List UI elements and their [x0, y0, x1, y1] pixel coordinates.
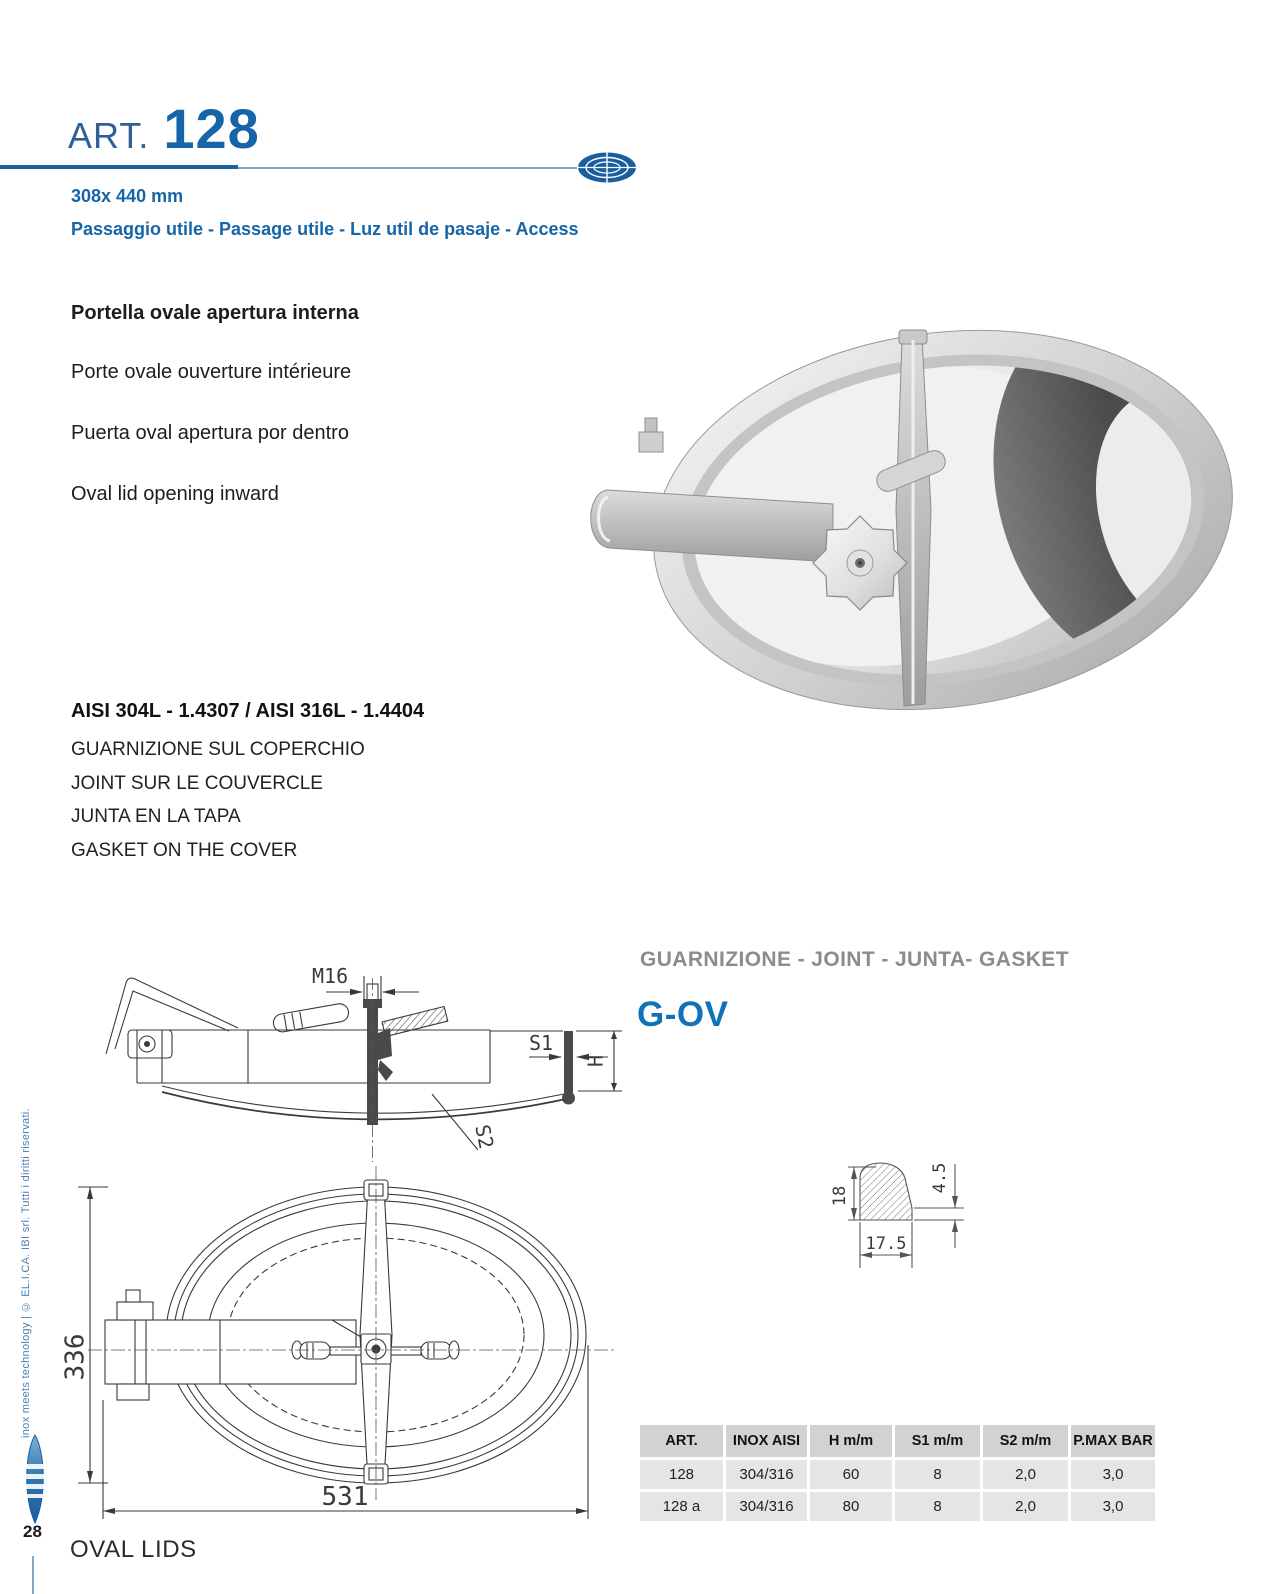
gasket-dim-width: 17.5 — [865, 1234, 907, 1254]
header-rule — [238, 167, 577, 169]
table-cell: 8 — [895, 1492, 980, 1521]
spec-table — [640, 1425, 1155, 1521]
header-rule-accent — [0, 165, 238, 169]
table-cell: 3,0 — [1071, 1460, 1155, 1489]
description-fr: Porte ovale ouverture intérieure — [71, 361, 352, 383]
table-cell: 128 a — [640, 1492, 723, 1521]
label-h: H — [583, 1054, 608, 1068]
table-header-inox: INOX AISI — [726, 1425, 807, 1457]
plan-dim-height: 336 — [60, 1333, 91, 1381]
table-header-s1: S1 m/m — [895, 1425, 980, 1457]
table-cell: 2,0 — [983, 1460, 1068, 1489]
plan-view-drawing — [60, 1160, 640, 1528]
material-note-it: GUARNIZIONE SUL COPERCHIO — [71, 739, 365, 760]
table-cell: 128 — [640, 1460, 723, 1489]
table-cell: 304/316 — [726, 1460, 807, 1489]
table-cell: 2,0 — [983, 1492, 1068, 1521]
plan-dim-width: 531 — [321, 1482, 369, 1512]
material-grades: AISI 304L - 1.4307 / AISI 316L - 1.4404 — [71, 700, 425, 722]
passage-dimensions: 308x 440 mm — [71, 186, 184, 206]
gasket-heading: GUARNIZIONE - JOINT - JUNTA- GASKET — [640, 948, 1069, 971]
table-cell: 80 — [810, 1492, 892, 1521]
description-es: Puerta oval apertura por dentro — [71, 422, 349, 444]
art-number: 128 — [163, 97, 260, 160]
product-photo — [575, 310, 1245, 725]
table-header-s2: S2 m/m — [983, 1425, 1068, 1457]
table-cell: 304/316 — [726, 1492, 807, 1521]
elica-oval-icon — [577, 151, 637, 184]
passage-caption: Passaggio utile - Passage utile - Luz util de pasaje - Access — [71, 219, 579, 239]
material-note-es: JUNTA EN LA TAPA — [71, 806, 241, 827]
elica-logo — [16, 1434, 54, 1524]
material-block — [71, 700, 424, 867]
category-title: OVAL LIDS — [70, 1536, 197, 1563]
gasket-dim-lip: 4.5 — [930, 1162, 950, 1194]
table-header-art: ART. — [640, 1425, 723, 1457]
gasket-code: G-OV — [637, 995, 729, 1034]
gasket-dim-height: 18 — [830, 1185, 850, 1207]
page-title — [68, 96, 260, 161]
description-it: Portella ovale apertura interna — [71, 302, 359, 324]
label-s1: S1 — [529, 1031, 554, 1055]
table-cell: 60 — [810, 1460, 892, 1489]
description-en: Oval lid opening inward — [71, 483, 279, 505]
label-thread: M16 — [312, 964, 349, 988]
material-note-en: GASKET ON THE COVER — [71, 839, 298, 861]
table-cell: 3,0 — [1071, 1492, 1155, 1521]
table-cell: 8 — [895, 1460, 980, 1489]
material-note-fr: JOINT SUR LE COUVERCLE — [71, 772, 323, 794]
art-label: ART. — [68, 115, 150, 156]
side-view-drawing — [80, 930, 640, 1180]
page-number: 28 — [23, 1522, 42, 1541]
label-s2: S2 — [470, 1122, 499, 1151]
footer-rule — [32, 1556, 34, 1594]
table-header-pmax: P.MAX BAR — [1071, 1425, 1155, 1457]
table-header-h: H m/m — [810, 1425, 892, 1457]
gasket-drawing — [788, 1118, 998, 1273]
copyright-text: inox meets technology | © EL.I.CA. IBI srl. Tutti i diritti riservati. — [20, 1108, 32, 1438]
